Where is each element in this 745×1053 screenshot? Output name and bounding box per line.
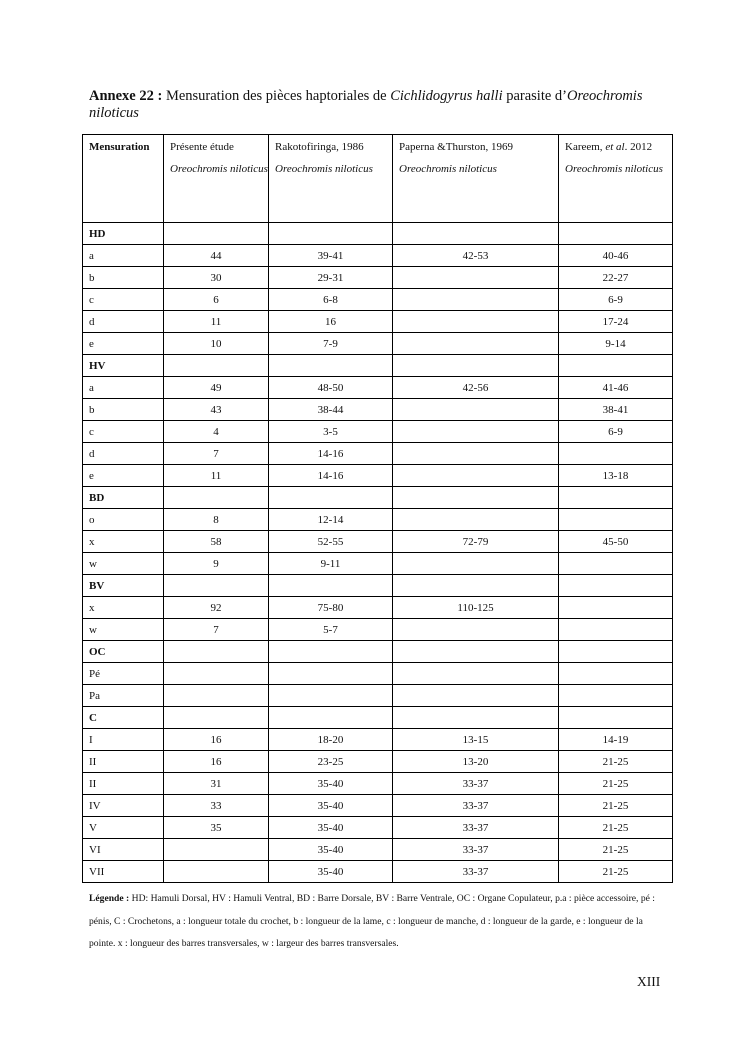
- value-cell: [393, 399, 559, 421]
- value-cell: 9: [164, 553, 269, 575]
- row-label: HV: [83, 355, 164, 377]
- value-cell: 38-41: [559, 399, 673, 421]
- header-col-4: [559, 135, 673, 223]
- value-cell: 21-25: [559, 861, 673, 883]
- table-row: [83, 817, 673, 839]
- row-label: a: [83, 245, 164, 267]
- parasite-species: Cichlidogyrus halli: [390, 88, 503, 104]
- table-row: [83, 553, 673, 575]
- section-row: [83, 223, 673, 245]
- value-cell: 3-5: [269, 421, 393, 443]
- section-row: [83, 355, 673, 377]
- value-cell: [559, 663, 673, 685]
- value-cell: [393, 641, 559, 663]
- row-label: IV: [83, 795, 164, 817]
- measurement-table: [82, 134, 673, 883]
- value-cell: 21-25: [559, 817, 673, 839]
- value-cell: [393, 421, 559, 443]
- value-cell: 33-37: [393, 839, 559, 861]
- page-number: XIII: [637, 974, 661, 989]
- value-cell: 21-25: [559, 795, 673, 817]
- row-label: BV: [83, 575, 164, 597]
- value-cell: 38-44: [269, 399, 393, 421]
- value-cell: 41-46: [559, 377, 673, 399]
- value-cell: [164, 685, 269, 707]
- value-cell: 8: [164, 509, 269, 531]
- row-label: w: [83, 553, 164, 575]
- value-cell: 13-20: [393, 751, 559, 773]
- value-cell: 6-9: [559, 289, 673, 311]
- header-col-2-host: Oreochromis niloticus: [275, 163, 373, 175]
- value-cell: 110-125: [393, 597, 559, 619]
- value-cell: 9-14: [559, 333, 673, 355]
- value-cell: 22-27: [559, 267, 673, 289]
- value-cell: 52-55: [269, 531, 393, 553]
- row-label: x: [83, 597, 164, 619]
- value-cell: [269, 575, 393, 597]
- table-row: [83, 839, 673, 861]
- value-cell: 75-80: [269, 597, 393, 619]
- value-cell: [269, 355, 393, 377]
- row-label: C: [83, 707, 164, 729]
- section-row: [83, 487, 673, 509]
- row-label: II: [83, 773, 164, 795]
- table-row: [83, 377, 673, 399]
- value-cell: 6-9: [559, 421, 673, 443]
- title-text-middle: parasite d’: [502, 88, 568, 104]
- table-row: [83, 597, 673, 619]
- value-cell: [393, 333, 559, 355]
- value-cell: 21-25: [559, 773, 673, 795]
- value-cell: 16: [164, 751, 269, 773]
- header-col-4-source-prefix: Kareem,: [565, 141, 606, 153]
- header-col-4-source-italic: et al: [605, 141, 625, 153]
- table-row: [83, 773, 673, 795]
- value-cell: [164, 355, 269, 377]
- value-cell: [393, 553, 559, 575]
- value-cell: 33-37: [393, 817, 559, 839]
- row-label: o: [83, 509, 164, 531]
- legend: [89, 888, 671, 956]
- table-row: [83, 685, 673, 707]
- row-label: I: [83, 729, 164, 751]
- section-row: [83, 707, 673, 729]
- value-cell: [393, 223, 559, 245]
- value-cell: 92: [164, 597, 269, 619]
- value-cell: 23-25: [269, 751, 393, 773]
- header-mensuration: Mensuration: [83, 135, 164, 223]
- table-row: [83, 443, 673, 465]
- value-cell: [164, 487, 269, 509]
- table-row: [83, 399, 673, 421]
- value-cell: [559, 509, 673, 531]
- header-col-1-source: Présente étude: [170, 141, 234, 153]
- value-cell: 6-8: [269, 289, 393, 311]
- value-cell: [393, 443, 559, 465]
- table-row: [83, 267, 673, 289]
- header-col-1-host: Oreochromis niloticus: [170, 163, 268, 175]
- table-row: [83, 663, 673, 685]
- row-label: BD: [83, 487, 164, 509]
- value-cell: [393, 311, 559, 333]
- value-cell: [559, 443, 673, 465]
- table-row: [83, 421, 673, 443]
- table-row: [83, 311, 673, 333]
- value-cell: 42-53: [393, 245, 559, 267]
- value-cell: 7: [164, 619, 269, 641]
- title-text-before: Mensuration des pièces haptoriales de: [162, 88, 391, 104]
- header-col-4-source-suffix: . 2012: [624, 141, 653, 153]
- value-cell: 44: [164, 245, 269, 267]
- value-cell: 39-41: [269, 245, 393, 267]
- value-cell: 33: [164, 795, 269, 817]
- value-cell: [393, 685, 559, 707]
- value-cell: [269, 663, 393, 685]
- row-label: d: [83, 443, 164, 465]
- value-cell: 35-40: [269, 795, 393, 817]
- table-row: [83, 861, 673, 883]
- value-cell: [559, 553, 673, 575]
- header-col-3-host: Oreochromis niloticus: [399, 163, 497, 175]
- legend-text: HD: Hamuli Dorsal, HV : Hamuli Ventral, BD : Barre Dorsale, BV : Barre Ventrale, OC : Organe Copulateur, p.a : pièce accessoire, pé : pénis, C : Crochetons, a : longueur totale du crochet, b : longueur de la lame, c : longueur de manche, d : longueur de la garde, e : longueur de la pointe. x : longueur des barres transversales, w : largeur des barres transversales.: [89, 893, 655, 949]
- row-label: c: [83, 289, 164, 311]
- row-label: Pa: [83, 685, 164, 707]
- value-cell: 33-37: [393, 773, 559, 795]
- value-cell: 33-37: [393, 795, 559, 817]
- table-header-row: [83, 135, 673, 223]
- value-cell: [559, 641, 673, 663]
- value-cell: [559, 597, 673, 619]
- value-cell: 9-11: [269, 553, 393, 575]
- value-cell: 45-50: [559, 531, 673, 553]
- value-cell: 13-18: [559, 465, 673, 487]
- row-label: HD: [83, 223, 164, 245]
- value-cell: [559, 223, 673, 245]
- value-cell: [393, 487, 559, 509]
- table-row: [83, 509, 673, 531]
- value-cell: [269, 685, 393, 707]
- row-label: d: [83, 311, 164, 333]
- value-cell: 14-16: [269, 465, 393, 487]
- value-cell: [559, 619, 673, 641]
- header-col-2-source: Rakotofiringa, 1986: [275, 141, 364, 153]
- value-cell: 16: [269, 311, 393, 333]
- header-col-4-source: [565, 136, 672, 158]
- value-cell: 7: [164, 443, 269, 465]
- header-col-3: [393, 135, 559, 223]
- row-label: Pé: [83, 663, 164, 685]
- legend-label: Légende :: [89, 893, 130, 904]
- value-cell: 14-16: [269, 443, 393, 465]
- value-cell: 21-25: [559, 751, 673, 773]
- value-cell: 11: [164, 311, 269, 333]
- value-cell: [559, 575, 673, 597]
- value-cell: 21-25: [559, 839, 673, 861]
- value-cell: [269, 707, 393, 729]
- value-cell: [393, 465, 559, 487]
- value-cell: [393, 289, 559, 311]
- value-cell: [393, 267, 559, 289]
- value-cell: 33-37: [393, 861, 559, 883]
- row-label: a: [83, 377, 164, 399]
- table-row: [83, 729, 673, 751]
- section-row: [83, 575, 673, 597]
- row-label: w: [83, 619, 164, 641]
- value-cell: 31: [164, 773, 269, 795]
- value-cell: [164, 223, 269, 245]
- row-label: OC: [83, 641, 164, 663]
- value-cell: [164, 641, 269, 663]
- value-cell: 48-50: [269, 377, 393, 399]
- row-label: e: [83, 465, 164, 487]
- header-col-1: [164, 135, 269, 223]
- header-col-3-source: Paperna &Thurston, 1969: [399, 141, 513, 153]
- table-row: [83, 795, 673, 817]
- value-cell: [559, 355, 673, 377]
- annex-title: [89, 88, 679, 122]
- value-cell: 30: [164, 267, 269, 289]
- row-label: II: [83, 751, 164, 773]
- row-label: VI: [83, 839, 164, 861]
- value-cell: 14-19: [559, 729, 673, 751]
- table-row: [83, 245, 673, 267]
- value-cell: 12-14: [269, 509, 393, 531]
- value-cell: 6: [164, 289, 269, 311]
- annex-label: Annexe 22 :: [89, 88, 163, 104]
- value-cell: [559, 685, 673, 707]
- header-col-2: [269, 135, 393, 223]
- value-cell: [393, 509, 559, 531]
- value-cell: [164, 861, 269, 883]
- table-row: [83, 531, 673, 553]
- value-cell: 43: [164, 399, 269, 421]
- value-cell: 35: [164, 817, 269, 839]
- value-cell: 10: [164, 333, 269, 355]
- value-cell: 5-7: [269, 619, 393, 641]
- value-cell: 58: [164, 531, 269, 553]
- value-cell: [559, 707, 673, 729]
- value-cell: [269, 223, 393, 245]
- value-cell: 35-40: [269, 861, 393, 883]
- section-row: [83, 641, 673, 663]
- value-cell: [393, 355, 559, 377]
- value-cell: 13-15: [393, 729, 559, 751]
- value-cell: 40-46: [559, 245, 673, 267]
- value-cell: 18-20: [269, 729, 393, 751]
- row-label: x: [83, 531, 164, 553]
- value-cell: [393, 663, 559, 685]
- value-cell: 11: [164, 465, 269, 487]
- table-row: [83, 333, 673, 355]
- value-cell: [269, 641, 393, 663]
- value-cell: [393, 575, 559, 597]
- value-cell: [164, 575, 269, 597]
- value-cell: [164, 707, 269, 729]
- table-body: [83, 135, 673, 883]
- row-label: e: [83, 333, 164, 355]
- value-cell: 35-40: [269, 839, 393, 861]
- value-cell: [393, 707, 559, 729]
- table-row: [83, 465, 673, 487]
- table-row: [83, 289, 673, 311]
- host-species: Oreochromis niloticus: [89, 88, 643, 121]
- value-cell: [164, 839, 269, 861]
- header-col-4-host: Oreochromis niloticus: [565, 163, 663, 175]
- value-cell: 7-9: [269, 333, 393, 355]
- value-cell: 29-31: [269, 267, 393, 289]
- value-cell: 35-40: [269, 773, 393, 795]
- table-row: [83, 751, 673, 773]
- value-cell: 4: [164, 421, 269, 443]
- value-cell: 72-79: [393, 531, 559, 553]
- row-label: c: [83, 421, 164, 443]
- value-cell: 49: [164, 377, 269, 399]
- value-cell: 16: [164, 729, 269, 751]
- row-label: b: [83, 267, 164, 289]
- value-cell: 42-56: [393, 377, 559, 399]
- value-cell: [559, 487, 673, 509]
- value-cell: [164, 663, 269, 685]
- value-cell: 35-40: [269, 817, 393, 839]
- value-cell: [393, 619, 559, 641]
- row-label: b: [83, 399, 164, 421]
- value-cell: [269, 487, 393, 509]
- table-row: [83, 619, 673, 641]
- value-cell: 17-24: [559, 311, 673, 333]
- row-label: VII: [83, 861, 164, 883]
- row-label: V: [83, 817, 164, 839]
